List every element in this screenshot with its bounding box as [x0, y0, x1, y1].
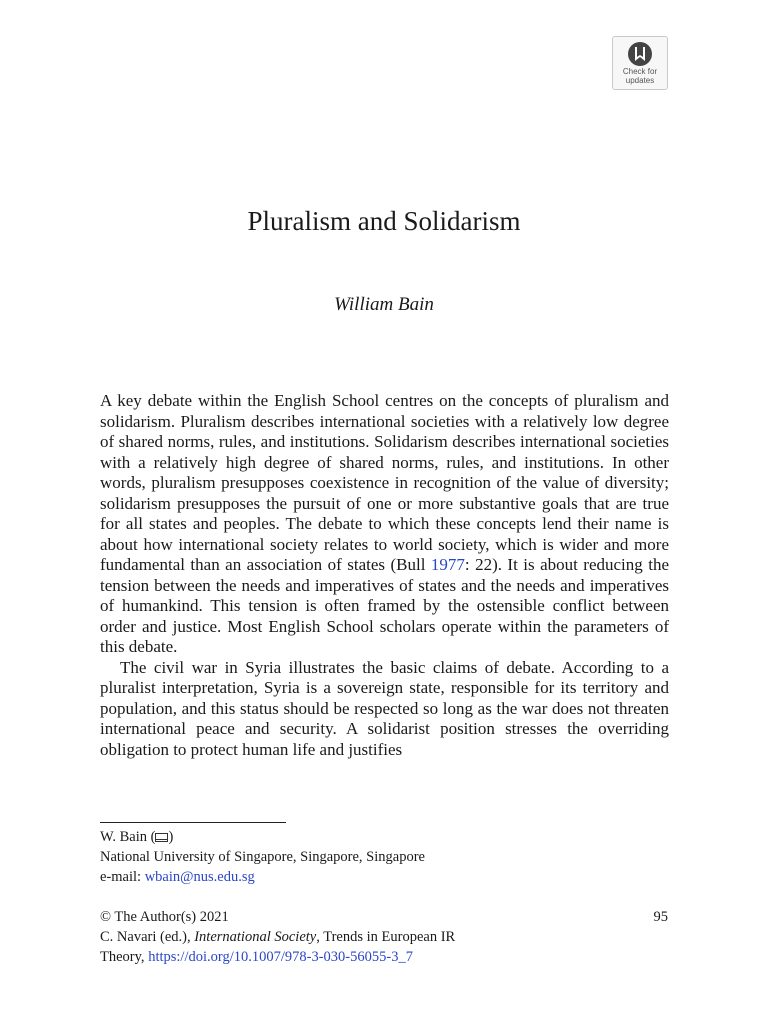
footnote-email-line	[100, 867, 600, 887]
chapter-title: Pluralism and Solidarism	[247, 206, 521, 236]
email-link[interactable]: wbain@nus.edu.sg	[144, 869, 255, 885]
paragraph-1-text-a: A key debate within the English School centres on the concepts of pluralism and solidarism. Pluralism describes international societies with a relatively low degree of shared norms, rules, and institutions. Solidarism describes international societies with a relatively high degree of shared norms, rules, and institutions. In other words, pluralism presupposes coexistence in recognition of the value of diversity; solidarism presupposes the pursuit of one or more substantive goals that are true for all states and peoples. The debate to which these concepts lend their name is about how international society relates to world society, which is wider and more fundamental than an association of states (Bull	[100, 391, 669, 574]
envelope-icon	[155, 833, 168, 842]
doi-line	[100, 947, 570, 967]
citation-editor: C. Navari (ed.),	[100, 929, 195, 945]
citation-series: , Trends in European IR	[316, 929, 456, 945]
citation-book-title: International Society	[194, 929, 317, 945]
paragraph-2: The civil war in Syria illustrates the basic claims of debate. According to a pluralist interpretation, Syria is a sovereign state, responsible for its territory and population, and this status should be respected so long as the war does not threaten international peace and security. A solidarist position stresses the overriding obligation to protect human life and justifies	[100, 657, 669, 759]
doi-prefix: Theory,	[100, 949, 149, 965]
copyright-block	[100, 907, 570, 967]
citation-line	[100, 927, 570, 947]
author-name: William Bain	[334, 294, 434, 315]
footnote-affiliation: National University of Singapore, Singapore, Singapore	[100, 849, 425, 865]
badge-label-line1: Check for	[622, 67, 658, 76]
author-footnote	[100, 827, 600, 887]
footnote-author-name: W. Bain (	[100, 829, 156, 845]
copyright-line: © The Author(s) 2021	[100, 909, 229, 925]
check-for-updates-badge[interactable]	[612, 36, 668, 90]
email-label: e-mail:	[100, 869, 145, 885]
paragraph-1	[100, 391, 669, 658]
bookmark-ribbon-icon	[626, 41, 654, 67]
badge-label-line2: updates	[625, 76, 655, 85]
footnote-author-line	[100, 827, 600, 847]
body-text	[100, 391, 669, 760]
footnote-divider	[100, 822, 286, 823]
paragraph-1-text-b: : 22). It is about reducing the tension between the needs and imperatives of states and the needs and imperatives of humankind. This tension is often framed by the ostensible conflict between order and justice. Most English School scholars operate within the parameters of this debate.	[100, 555, 669, 656]
page-number: 95	[653, 909, 668, 925]
citation-link[interactable]: 1977	[430, 555, 465, 574]
footnote-author-close: )	[168, 829, 174, 845]
doi-link[interactable]: https://doi.org/10.1007/978-3-030-56055-3_7	[148, 949, 413, 965]
